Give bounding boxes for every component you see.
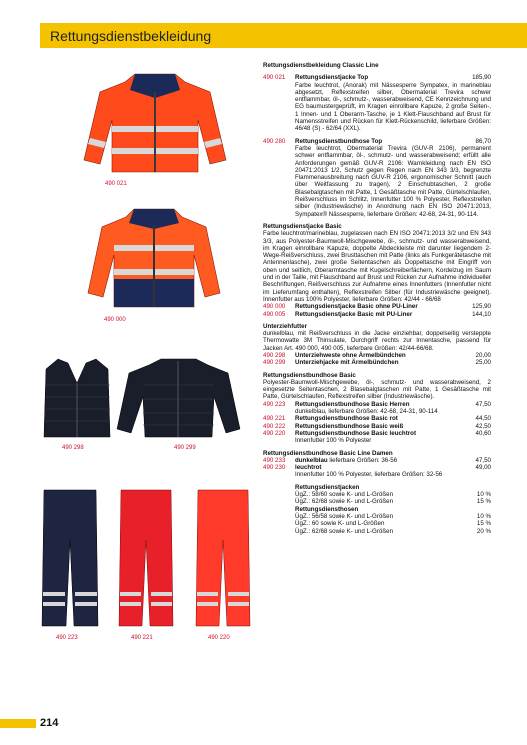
surcharge-value: 15 % xyxy=(476,520,491,528)
section-title: Rettungsdienstbundhose Basic Line Damen xyxy=(263,449,393,457)
surcharge-label: ÜgZ.: 56/58 sowie K- und L-Größen xyxy=(295,512,394,520)
product-name: dunkelblau xyxy=(295,456,328,464)
surcharges-section xyxy=(263,484,491,535)
figure-caption: 490 220 xyxy=(208,635,230,641)
product-entry xyxy=(263,74,491,132)
product-price: 185,90 xyxy=(472,74,491,82)
jacket-top-image xyxy=(80,68,230,176)
surcharge-label: ÜgZ.: 62/68 sowie K- und L-Größen xyxy=(295,498,394,506)
product-text-column xyxy=(263,62,491,540)
product-description: Innenfutter 100 % Polyester xyxy=(295,437,372,445)
section-title: Rettungsdienstjacken xyxy=(295,483,360,491)
page-number-accent xyxy=(0,719,36,728)
section-title: Rettungsdienstjacke Basic xyxy=(263,222,342,230)
figure-caption: 490 021 xyxy=(105,181,127,187)
section-title: Rettungsdienstbundhose Basic xyxy=(263,371,356,379)
product-name: Unterziehjacke mit Ärmelbündchen xyxy=(295,359,399,367)
article-number: 490 230 xyxy=(263,464,286,472)
section-description: Polyester-Baumwoll-Mischgewebe, öl-, schmutz- und wasserabweisend, 2 eingesetzte Seitentaschen, 2 Blasebalgtaschen mit Patte, 1 Gesäßtasche mit Patte, Gürtelschlaufen, Reflexstreifen silber (Industriewäsche). xyxy=(263,378,491,401)
product-price: 49,00 xyxy=(475,464,491,472)
lining-section xyxy=(263,323,491,367)
trousers-red-image xyxy=(117,488,175,628)
ladies-trousers-section xyxy=(263,450,491,479)
surcharge-label: ÜgZ.: 60 sowie K- und L-Größen xyxy=(295,520,385,528)
product-name: Rettungsdienstbundhose Top xyxy=(295,137,383,145)
article-number: 490 000 xyxy=(263,303,286,311)
product-sizes: lieferbare Größen: 36-56 xyxy=(327,456,398,464)
surcharge-label: ÜgZ.: 62/68 sowie K- und L-Größen xyxy=(295,527,394,535)
product-name: leuchtrot xyxy=(295,464,322,472)
product-price: 20,00 xyxy=(475,351,491,359)
article-number: 490 298 xyxy=(263,351,286,359)
product-description: Farbe leuchtrot, (Anorak) mit Nässesperre Sympatex, in marineblau abgesetzt, Reflexstreifen silber, Obermaterial Trevira schwer entflammbar, öl-, schmutz-, wasserabweisend, CE Kennzeichnung und EG baumustergeprüft, im Kragen einrollbare Kapuze, 2 große Seiten-, 1 Innen- und 1 Oberarm-Tasche, je 1 Klett-Flauschband auf Brust für Namensstreifen und Rücken für Klett-Rückenschild, lieferbare Größen: 46/48 (S) - 62/64 (XXL). xyxy=(295,81,491,133)
product-price: 25,00 xyxy=(475,359,491,367)
article-number: 490 220 xyxy=(263,429,286,437)
surcharge-value: 10 % xyxy=(476,491,491,499)
product-price: 86,70 xyxy=(475,137,491,145)
section-title: Unterziehfutter xyxy=(263,322,308,330)
product-name: Unterziehweste ohne Ärmelbündchen xyxy=(295,351,406,359)
page-title: Rettungsdienstbekleidung xyxy=(50,28,212,44)
figure-caption: 490 000 xyxy=(104,317,126,323)
product-name: Rettungsdienstbundhose Basic leuchtrot xyxy=(295,429,417,437)
product-name: Rettungsdienstjacke Basic mit PU-Liner xyxy=(295,310,413,318)
product-description: Farbe leuchtrot, Obermaterial Trevira (GUV-R 2106), permanent schwer entflammbar, öl-, schmutz- und wasserabweisend; erfüllt alle Anforderungen gemäß GUV-R 2106: Warnkleidung nach EN ISO 20471:2013 1/2, Schutz gegen Regen nach EN 343 3/3, begrenzte Flammenausbreitung nach GUV-R 2106, ergonomischer Schnitt (auch über Weitfassung zu tragen), 2 Einschubtaschen, 2 große Blasebalgtaschen mit Patte, 1 Gesäßtasche mit Patte, Gürtelschlaufen, Reißverschluss im Schlitz, Innenfutter 100 % Polyester, Reflexstreifen silber (Industriewäsche) in Anordnung nach EN ISO 20471:2013, Sympatex® Nässesperre, lieferbare Größen: 42-68, 24-31, 90-114. xyxy=(295,144,491,218)
article-number: 490 005 xyxy=(263,310,286,318)
figure-caption: 490 298 xyxy=(62,445,84,451)
basic-jacket-section xyxy=(263,223,491,318)
product-price: 144,10 xyxy=(472,310,491,318)
product-price: 44,50 xyxy=(475,415,491,423)
product-price: 125,90 xyxy=(472,303,491,311)
section-title: Rettungsdiensthosen xyxy=(295,505,359,513)
figure-caption: 490 223 xyxy=(56,635,78,641)
article-number: 490 222 xyxy=(263,422,286,430)
product-name: Rettungsdienstbundhose Basic Herren xyxy=(295,400,410,408)
product-name: Rettungsdienstjacke Basic ohne PU-Liner xyxy=(295,303,418,311)
surcharge-value: 20 % xyxy=(476,527,491,535)
surcharge-value: 15 % xyxy=(476,498,491,506)
lining-jacket-image xyxy=(116,355,241,440)
product-price: 47,50 xyxy=(475,400,491,408)
product-name: Rettungsdienstjacke Top xyxy=(295,74,369,82)
product-price: 40,60 xyxy=(475,429,491,437)
product-description: dunkelblau, lieferbare Größen: 42-68, 24-31, 90-114 xyxy=(295,408,438,416)
product-name: Rettungsdienstbundhose Basic weiß xyxy=(295,422,404,430)
trousers-navy-image xyxy=(40,488,100,628)
section-description: Farbe leuchtrot/marineblau, zugelassen nach EN ISO 20471:2013 3/2 und EN 343 3/3, aus Polyester-Baumwoll-Mischgewebe, öl-, schmutz- und wasserabweisend, im Kragen einrollbare Kapuze, doppelte Abdeckleiste mit darunter liegendem 2-Wege-Reißverschluss, zwei Brusttaschen mit Patte (links als Funkgerätetasche mit Antennenlasche), zwei große Seitentaschen als Doppeltasche mit Eingriff von oben und seitlich, Oberarmtasche mit Kugelschreiberfächern, Kordelzug im Saum und in der Taille, mit Flauschband auf Brust und Rücken zur Aufnahme individueller Beschriftungen, Reißverschluss zur Aufnahme eines Innenfutters (Innenfutter nicht im Lieferumfang enthalten), Reflexstreifen Silber (für Industriewäsche geeignet). Innenfutter aus 100% Polyester, lieferbare Größen: 42/44 - 66/68 xyxy=(263,230,491,303)
page-number: 214 xyxy=(40,717,59,729)
section-title: Rettungsdienstbekleidung Classic Line xyxy=(263,62,379,69)
surcharge-label: ÜgZ.: 58/60 sowie K- und L-Größen xyxy=(295,491,394,499)
jacket-basic-image xyxy=(84,205,224,310)
basic-trousers-section xyxy=(263,372,491,445)
product-description: Innenfutter 100 % Polyester, lieferbare Größen: 32-56 xyxy=(295,471,443,479)
article-number: 490 223 xyxy=(263,400,286,408)
article-number: 490 299 xyxy=(263,359,286,367)
figure-caption: 490 299 xyxy=(174,445,196,451)
product-name: Rettungsdienstbundhose Basic rot xyxy=(295,415,398,423)
surcharge-value: 10 % xyxy=(476,512,491,520)
figure-caption: 490 221 xyxy=(131,635,153,641)
article-number: 490 280 xyxy=(263,137,286,145)
vest-image xyxy=(38,355,116,440)
section-description: dunkelblau, mit Reißverschluss in die Jacke einziehbar, doppelseitig versteppte Thermowatte 3M Thinsulate, Durchgriff rechts zur Innentasche, passend für Jacken Art. 490 000, 490 005, lieferbare Größen: 42/44-66/68. xyxy=(263,330,491,352)
product-price: 47,50 xyxy=(475,456,491,464)
article-number: 490 233 xyxy=(263,456,286,464)
article-number: 490 221 xyxy=(263,415,286,423)
product-price: 42,50 xyxy=(475,422,491,430)
article-number: 490 021 xyxy=(263,74,286,82)
trousers-bright-red-image xyxy=(194,488,252,628)
product-entry xyxy=(263,138,491,218)
